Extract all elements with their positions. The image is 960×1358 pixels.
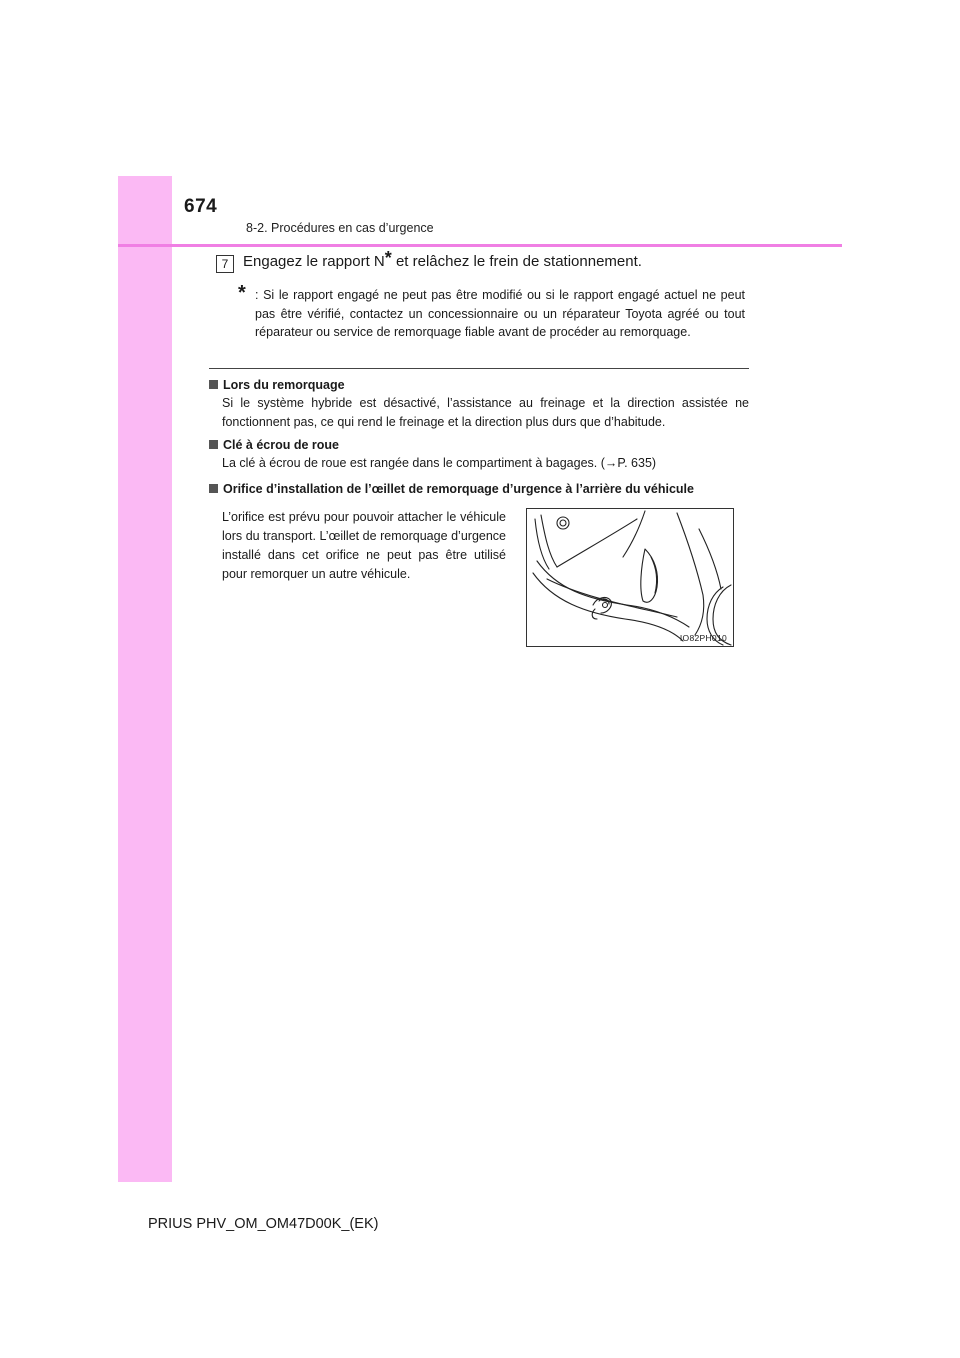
info-body: L’orifice est prévu pour pouvoir attacher le véhicule lors du transport. L’œillet de remorquage d’urgence installé dans cet orifice ne peut pas être utilisé pour remorquer un autre véhicule.: [222, 510, 506, 581]
info-towing: [209, 376, 749, 432]
info-heading-text: Orifice d’installation de l’œillet de remorquage d’urgence à l’arrière du véhicule: [223, 482, 694, 496]
header-rule: [118, 244, 842, 247]
info-heading: [209, 376, 749, 394]
info-heading: [209, 436, 749, 454]
step-instruction: [243, 248, 642, 270]
info-tow-eyelet-hole: [209, 480, 749, 498]
info-heading-text: Clé à écrou de roue: [223, 438, 340, 452]
rear-bumper-illustration: [526, 508, 734, 647]
info-body: Si le système hybride est désactivé, l’assistance au freinage et la direction assistée ne fonctionnent pas, ce qui rend le freinage et la direction plus durs que d’habitude.: [222, 396, 749, 429]
page-number: 674: [184, 196, 218, 217]
info-body: La clé à écrou de roue est rangée dans le compartiment à bagages. (→P. 635): [222, 456, 657, 470]
step-asterisk: *: [384, 248, 392, 268]
footer-model-code: PRIUS PHV_OM_OM47D00K_(EK): [148, 1216, 379, 1232]
side-color-band: [118, 176, 172, 1182]
square-bullet-icon: [209, 380, 218, 389]
info-heading: [209, 480, 749, 498]
figure-code: IO82PH010: [679, 633, 727, 643]
footnote-marker: *: [238, 282, 246, 304]
rear-bumper-drawing: [527, 509, 733, 646]
section-divider: [209, 368, 749, 369]
section-title: 8-2. Procédures en cas d’urgence: [246, 221, 434, 235]
info-heading-text: Lors du remorquage: [223, 378, 345, 392]
step-text-before: Engagez le rapport N: [243, 253, 385, 270]
square-bullet-icon: [209, 484, 218, 493]
step-number-box: 7: [216, 255, 234, 273]
square-bullet-icon: [209, 440, 218, 449]
info-wheel-wrench: [209, 436, 749, 473]
footnote-text: : Si le rapport engagé ne peut pas être modifié ou si le rapport engagé actuel ne peut pas être vérifié, contactez un concessionnaire ou un réparateur Toyota agréé ou tout réparateur ou service de remorquage fiable avant de procéder au remorquage.: [255, 288, 745, 339]
step-text-after: et relâchez le frein de stationnement.: [391, 253, 642, 270]
